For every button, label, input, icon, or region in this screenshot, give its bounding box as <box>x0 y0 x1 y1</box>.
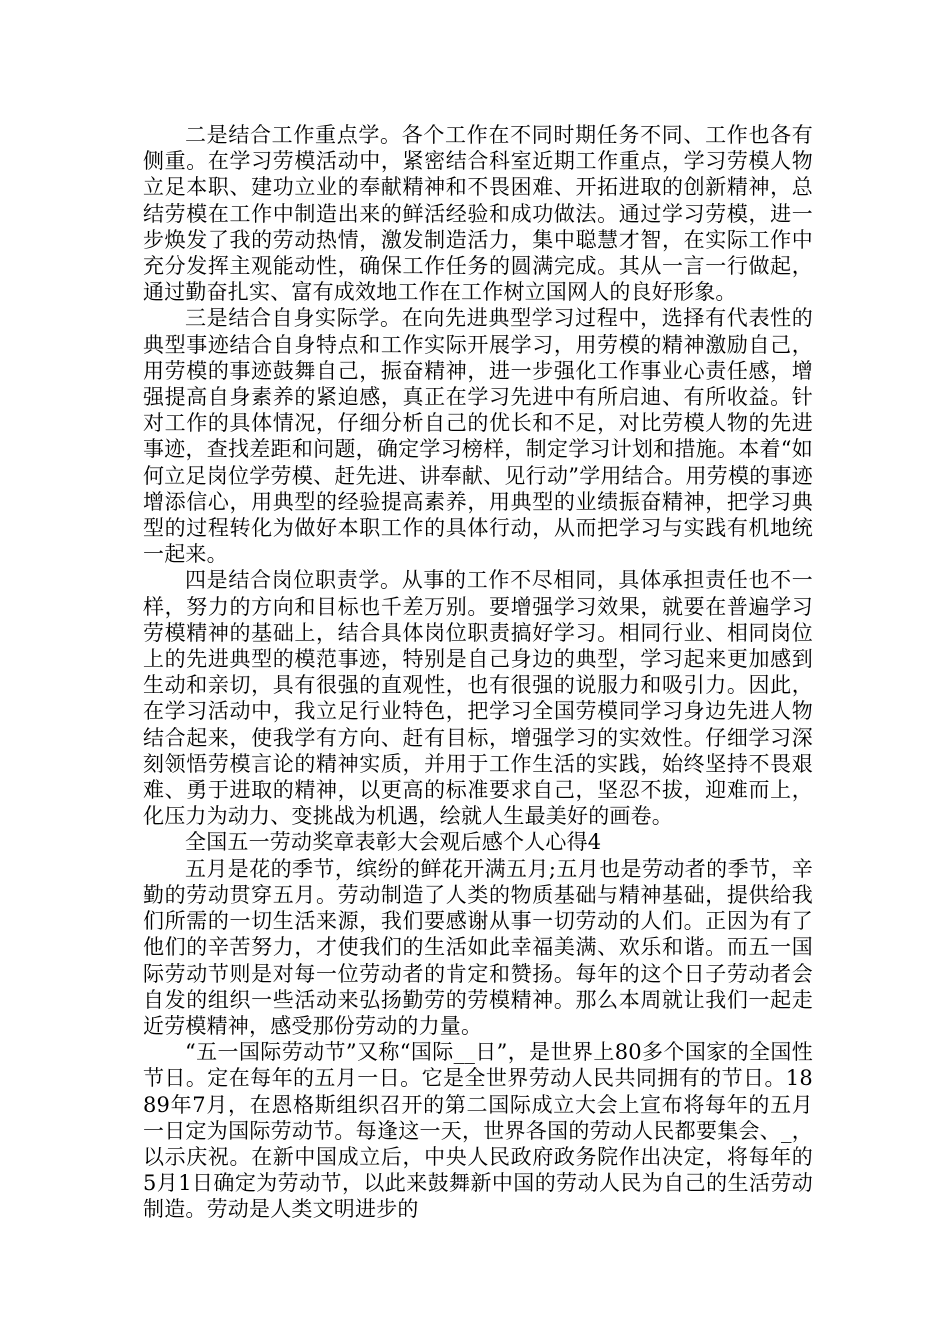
paragraph-may-season: 五月是花的季节，缤纷的鲜花开满五月;五月也是劳动者的季节，辛勤的劳动贯穿五月。劳动制造了人类的物质基础与精神基础，提供给我们所需的一切生活来源，我们要感谢从事一切劳动的人们。正因为有了他们的辛苦努力，才使我们的生活如此幸福美满、欢乐和谐。而五一国际劳动节则是对每一位劳动者的肯定和赞扬。每年的这个日子劳动者会自发的组织一些活动来弘扬勤劳的劳模精神。那么本周就让我们一起走近劳模精神，感受那份劳动的力量。 <box>143 856 813 1038</box>
paragraph-self-reality: 三是结合自身实际学。在向先进典型学习过程中，选择有代表性的典型事迹结合自身特点和工作实际开展学习，用劳模的精神激励自己，用劳模的事迹鼓舞自己，振奋精神，进一步强化工作事业心责任感，增强提高自身素养的紧迫感，真正在学习先进中有所启迪、有所收益。针对工作的具体情况，仔细分析自己的优长和不足，对比劳模人物的先进事迹，查找差距和问题，确定学习榜样，制定学习计划和措施。本着“如何立足岗位学劳模、赶先进、讲奉献、见行动”学用结合。用劳模的事迹增添信心，用典型的经验提高素养，用典型的业绩振奋精神，把学习典型的过程转化为做好本职工作的具体行动，从而把学习与实践有机地统一起来。 <box>143 306 813 567</box>
paragraph-labor-day-history: “五一国际劳动节”又称“国际__日”，是世界上80多个国家的全国性节日。定在每年的五月一日。它是全世界劳动人民共同拥有的节日。1889年7月，在恩格斯组织召开的第二国际成立大会上宣布将每年的五月一日定为国际劳动节。每逢这一天，世界各国的劳动人民都要集会、_，以示庆祝。在新中国成立后，中央人民政府政务院作出决定，将每年的5月1日确定为劳动节，以此来鼓舞新中国的劳动人民为自己的生活劳动制造。劳动是人类文明进步的 <box>143 1040 813 1222</box>
paragraph-job-duty: 四是结合岗位职责学。从事的工作不尽相同，具体承担责任也不一样，努力的方向和目标也千差万别。要增强学习效果，就要在普遍学习劳模精神的基础上，结合具体岗位职责搞好学习。相同行业、相同岗位上的先进典型的模范事迹，特别是自己身边的典型，学习起来更加感到生动和亲切，具有很强的直观性，也有很强的说服力和吸引力。因此，在学习活动中，我立足行业特色，把学习全国劳模同学习身边先进人物结合起来，使我学有方向、赶有目标，增强学习的实效性。仔细学习深刻领悟劳模言论的精神实质，并用于工作生活的实践，始终坚持不畏艰难、勇于进取的精神，以更高的标准要求自己，坚忍不拔，迎难而上，化压力为动力、变挑战为机遇，绘就人生最美好的画卷。 <box>143 568 813 829</box>
section-heading: 全国五一劳动奖章表彰大会观后感个人心得4 <box>185 830 602 855</box>
document-body <box>143 122 813 1223</box>
paragraph-work-focus: 二是结合工作重点学。各个工作在不同时期任务不同、工作也各有侧重。在学习劳模活动中，紧密结合科室近期工作重点，学习劳模人物立足本职、建功立业的奉献精神和不畏困难、开拓进取的创新精神，总结劳模在工作中制造出来的鲜活经验和成功做法。通过学习劳模，进一步焕发了我的劳动热情，激发制造活力，集中聪慧才智，在实际工作中充分发挥主观能动性，确保工作任务的圆满完成。其从一言一行做起，通过勤奋扎实、富有成效地工作在工作树立国网人的良好形象。 <box>143 123 813 305</box>
